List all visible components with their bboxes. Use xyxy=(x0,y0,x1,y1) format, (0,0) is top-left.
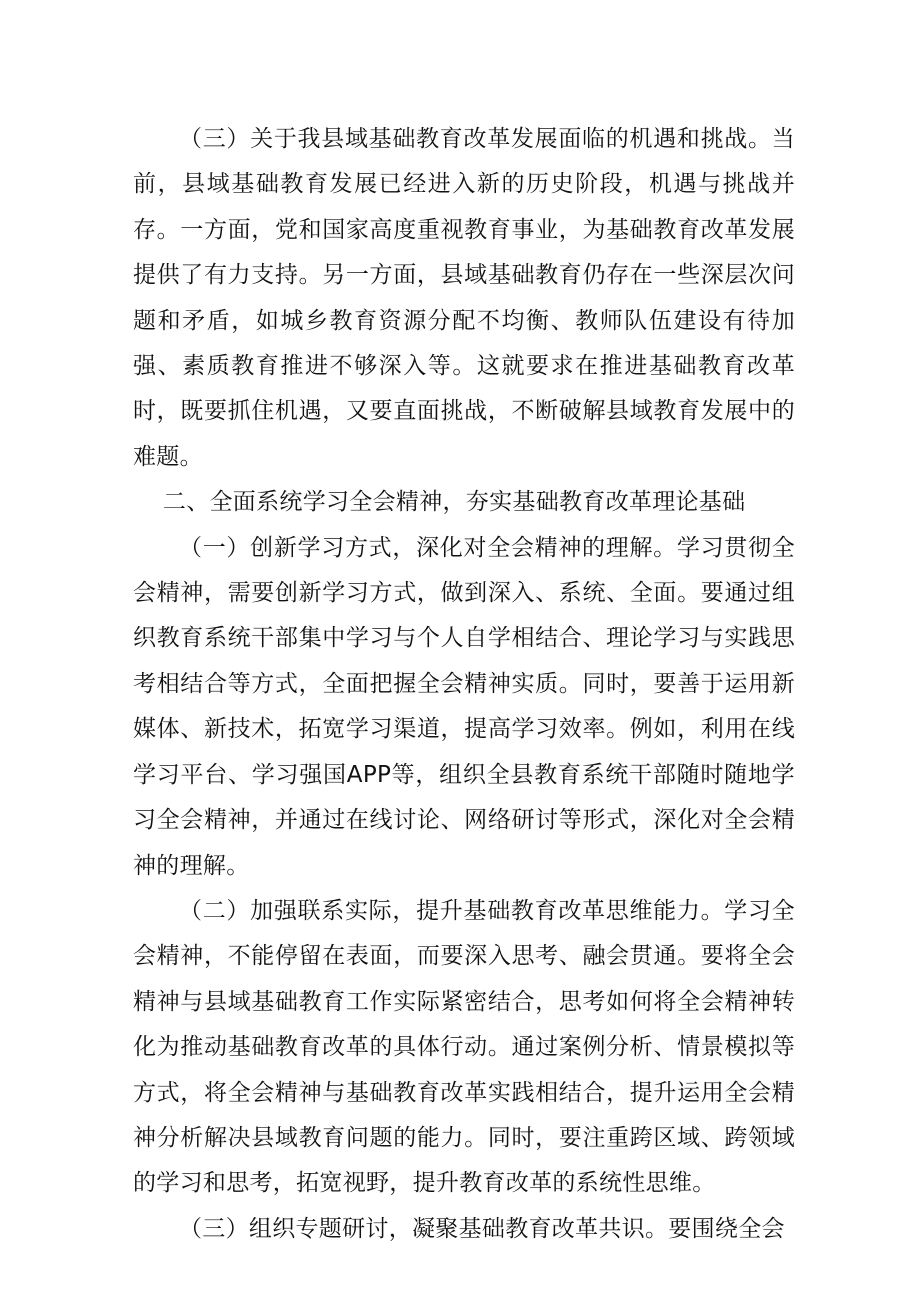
document-body xyxy=(133,117,795,1252)
paragraph-opportunities-challenges: （三）关于我县域基础教育改革发展面临的机遇和挑战。当前，县域基础教育发展已经进入新的历史阶段，机遇与挑战并存。一方面，党和国家高度重视教育事业，为基础教育改革发展提供了有力支持。另一方面，县域基础教育仍存在一些深层次问题和矛盾，如城乡教育资源分配不均衡、教师队伍建设有待加强、素质教育推进不够深入等。这就要求在推进基础教育改革时，既要抓住机遇，又要直面挑战，不断破解县域教育发展中的难题。 xyxy=(133,126,795,470)
paragraph-connect-practice: （二）加强联系实际，提升基础教育改革思维能力。学习全会精神，不能停留在表面，而要深入思考、融会贯通。要将全会精神与县域基础教育工作实际紧密结合，思考如何将全会精神转化为推动基础教育改革的具体行动。通过案例分析、情景模拟等方式，将全会精神与基础教育改革实践相结合，提升运用全会精神分析解决县域教育问题的能力。同时，要注重跨区域、跨领域的学习和思考，拓宽视野，提升教育改革的系统性思维。 xyxy=(133,897,795,1197)
section-heading-two: 二、全面系统学习全会精神，夯实基础教育改革理论基础 xyxy=(162,489,746,516)
paragraph-special-seminar: （三）组织专题研讨，凝聚基础教育改革共识。要围绕全会 xyxy=(179,1215,785,1242)
paragraph-innovate-learning: （一）创新学习方式，深化对全会精神的理解。学习贯彻全会精神，需要创新学习方式，做到深入、系统、全面。要通过组织教育系统干部集中学习与个人自学相结合、理论学习与实践思考相结合等方式，全面把握全会精神实质。同时，要善于运用新媒体、新技术，拓宽学习渠道，提高学习效率。例如，利用在线学习平台、学习强国APP等，组织全县教育系统干部随时随地学习全会精神，并通过在线讨论、网络研讨等形式，深化对全会精神的理解。 xyxy=(133,534,795,879)
